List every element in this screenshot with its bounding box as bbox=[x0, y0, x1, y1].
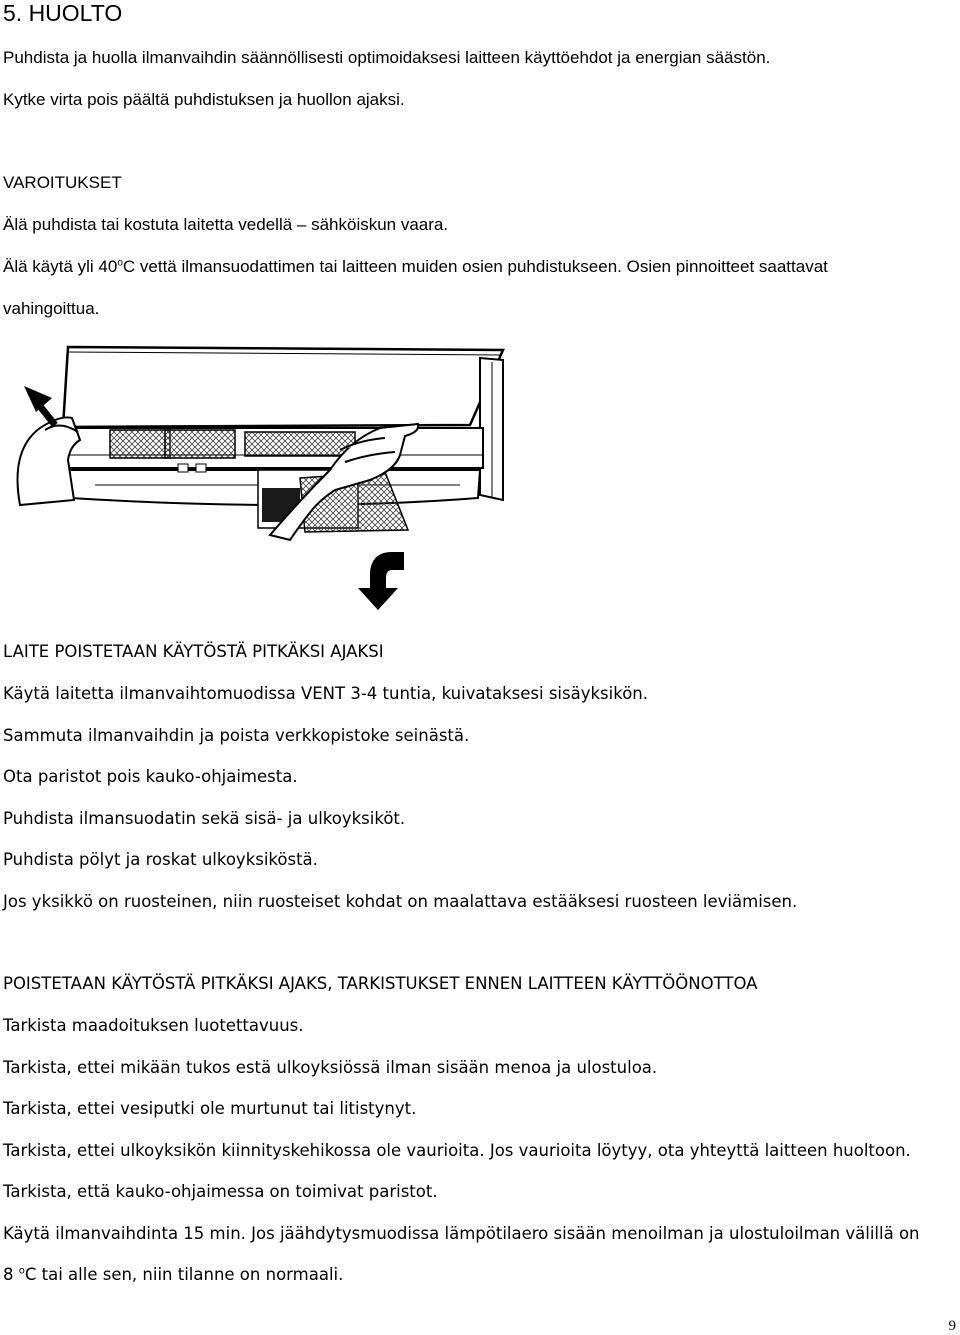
page-heading: 5. HUOLTO bbox=[3, 0, 123, 26]
down-arrow-icon bbox=[358, 552, 404, 610]
checks-item: Käytä ilmanvaihdinta 15 min. Jos jäähdytysmuodissa lämpötilaero sisään menoilman ja ulostuloilman välillä on bbox=[3, 1224, 920, 1243]
warnings-title: VAROITUKSET bbox=[3, 173, 122, 192]
storage-title: LAITE POISTETAAN KÄYTÖSTÄ PITKÄKSI AJAKSI bbox=[3, 642, 384, 661]
checks-item: Tarkista, ettei vesiputki ole murtunut tai litistynyt. bbox=[3, 1099, 417, 1118]
intro-line-1: Puhdista ja huolla ilmanvaihdin säännöllisesti optimoidaksesi laitteen käyttöehdot ja energian säästön. bbox=[3, 48, 771, 67]
checks-title: POISTETAAN KÄYTÖSTÄ PITKÄKSI AJAKS, TARKISTUKSET ENNEN LAITTEEN KÄYTTÖÖNOTTOA bbox=[3, 974, 758, 993]
storage-item: Käytä laitetta ilmanvaihtomuodissa VENT 3-4 tuntia, kuivataksesi sisäyksikön. bbox=[3, 684, 648, 703]
storage-item: Puhdista ilmansuodatin sekä sisä- ja ulkoyksiköt. bbox=[3, 809, 406, 828]
page-number: 9 bbox=[948, 1318, 956, 1334]
intro-line-2: Kytke virta pois päältä puhdistuksen ja huollon ajaksi. bbox=[3, 90, 405, 109]
checks-item: Tarkista, että kauko-ohjaimessa on toimivat paristot. bbox=[3, 1182, 438, 1201]
storage-item: Ota paristot pois kauko-ohjaimesta. bbox=[3, 767, 298, 786]
checks-item-last: 8 $^o$C tai alle sen, niin tilanne on normaali. bbox=[3, 1265, 344, 1284]
warning-line-3: vahingoittua. bbox=[3, 299, 100, 318]
warning-line-2: Älä käytä yli 40$^o$C vettä ilmansuodattimen tai laitteen muiden osien puhdistukseen. Osien pinnoitteet saattavat bbox=[3, 257, 828, 276]
storage-item: Jos yksikkö on ruosteinen, niin ruosteiset kohdat on maalattava estääksesi ruosteen leviämisen. bbox=[3, 892, 798, 911]
checks-item: Tarkista maadoituksen luotettavuus. bbox=[3, 1016, 304, 1035]
warning-line-1: Älä puhdista tai kostuta laitetta vedellä – sähköiskun vaara. bbox=[3, 215, 449, 234]
storage-item: Sammuta ilmanvaihdin ja poista verkkopistoke seinästä. bbox=[3, 726, 470, 745]
pull-arrow-icon bbox=[24, 386, 55, 425]
storage-item: Puhdista pölyt ja roskat ulkoyksiköstä. bbox=[3, 850, 318, 869]
checks-item: Tarkista, ettei mikään tukos estä ulkoyksiössä ilman sisään menoa ja ulostuloa. bbox=[3, 1058, 658, 1077]
checks-item: Tarkista, ettei ulkoyksikön kiinnityskehikossa ole vaurioita. Jos vaurioita löytyy, ota yhteyttä laitteen huoltoon. bbox=[3, 1141, 911, 1160]
